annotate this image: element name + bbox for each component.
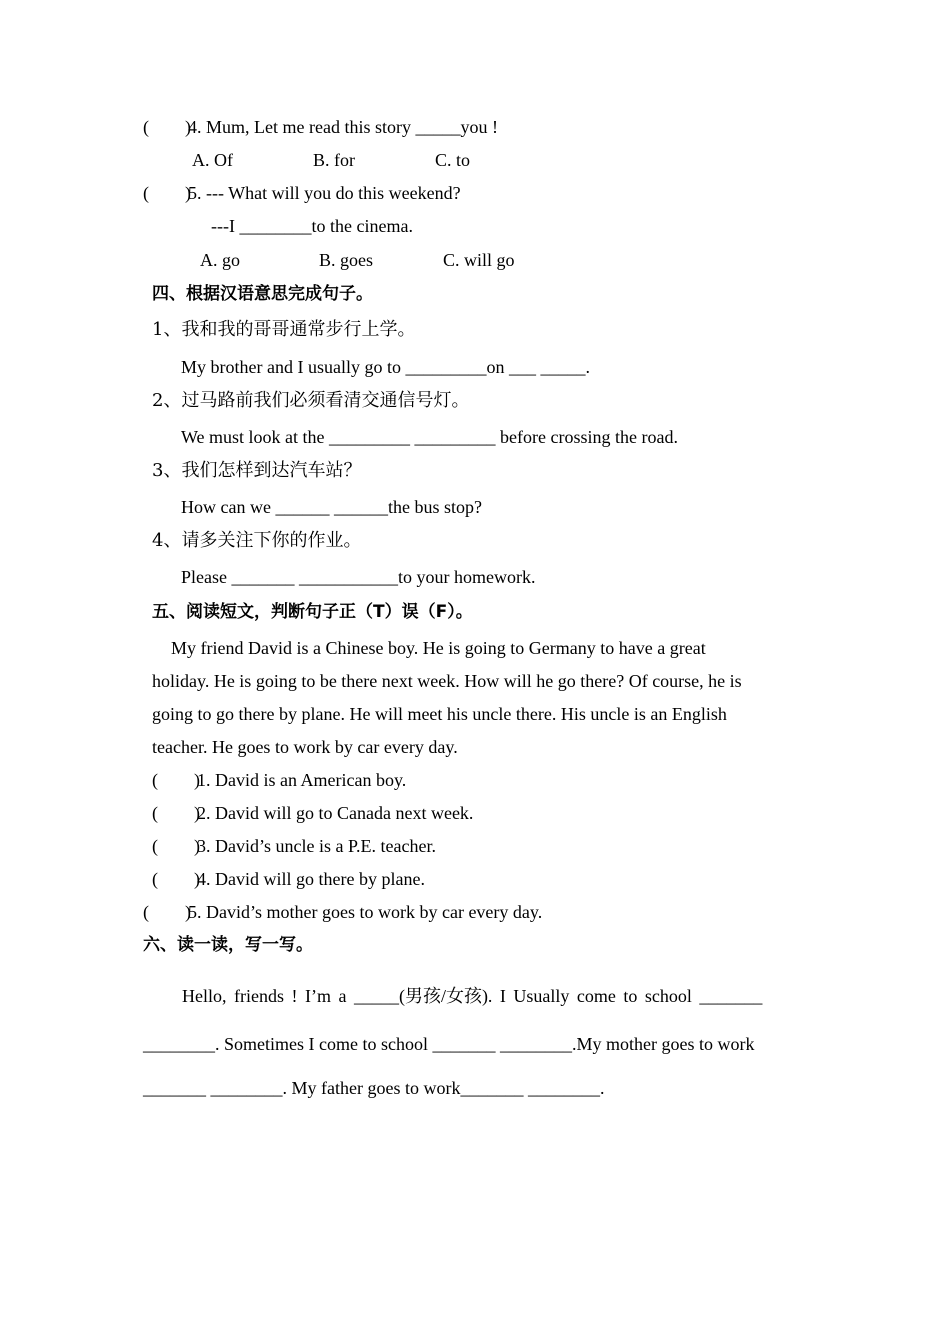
section5-heading: 五、阅读短文，判断句子正（T）误（F）。	[152, 602, 473, 622]
q5-option-a: A. go	[200, 250, 240, 270]
tf-q2-text: 2. David will go to Canada next week.	[197, 803, 474, 823]
tf-q3-paren: ( )	[152, 836, 200, 856]
tf-q5-paren: ( )	[143, 902, 191, 922]
passage-line-1: My friend David is a Chinese boy. He is going to Germany to have a great	[171, 638, 706, 658]
q5-option-b: B. goes	[319, 250, 373, 270]
s4-item3-cn: 3、我们怎样到达汽车站？	[152, 460, 362, 481]
s6-line-3: _______ ________. My father goes to work_______ ________.	[143, 1078, 605, 1098]
q5-text: 5. --- What will you do this weekend?	[188, 183, 461, 203]
tf-q1-paren: ( )	[152, 770, 200, 790]
q5-option-c: C. will go	[443, 250, 515, 270]
s4-item3-en: How can we ______ ______the bus stop?	[181, 497, 482, 517]
s4-item4-cn: 4、请多关注下你的作业。	[152, 530, 362, 551]
tf-q4-paren: ( )	[152, 869, 200, 889]
tf-q1-text: 1. David is an American boy.	[197, 770, 407, 790]
tf-q2-paren: ( )	[152, 803, 200, 823]
s6-line-2: ________. Sometimes I come to school _______ ________.My mother goes to work	[143, 1034, 755, 1054]
tf-q3-text: 3. David’s uncle is a P.E. teacher.	[197, 836, 436, 856]
q4-text: 4. Mum, Let me read this story _____you !	[188, 117, 498, 137]
tf-q5-text: 5. David’s mother goes to work by car every day.	[188, 902, 543, 922]
s4-item4-en: Please _______ ___________to your homework.	[181, 567, 536, 587]
q5-reply: ---I ________to the cinema.	[211, 216, 413, 236]
q4-option-c: C. to	[435, 150, 471, 170]
section6-heading: 六、读一读，写一写。	[143, 935, 313, 955]
q4-option-a: A. Of	[192, 150, 233, 170]
s6-line-1: Hello, friends ! I’m a _____(男孩/女孩). I Usually come to school _______	[182, 986, 763, 1006]
s4-item2-cn: 2、过马路前我们必须看清交通信号灯。	[152, 390, 470, 411]
q4-option-b: B. for	[313, 150, 355, 170]
section4-heading: 四、根据汉语意思完成句子。	[152, 284, 373, 304]
passage-line-2: holiday. He is going to be there next week. How will he go there? Of course, he is	[152, 671, 742, 691]
q4-paren: ( )	[143, 117, 191, 137]
q5-paren: ( )	[143, 183, 191, 203]
passage-line-3: going to go there by plane. He will meet his uncle there. His uncle is an English	[152, 704, 727, 724]
s4-item1-cn: 1、我和我的哥哥通常步行上学。	[152, 319, 416, 340]
tf-q4-text: 4. David will go there by plane.	[197, 869, 425, 889]
passage-line-4: teacher. He goes to work by car every day.	[152, 737, 458, 757]
s4-item2-en: We must look at the _________ _________ before crossing the road.	[181, 427, 678, 447]
s4-item1-en: My brother and I usually go to _________on ___ _____.	[181, 357, 590, 377]
